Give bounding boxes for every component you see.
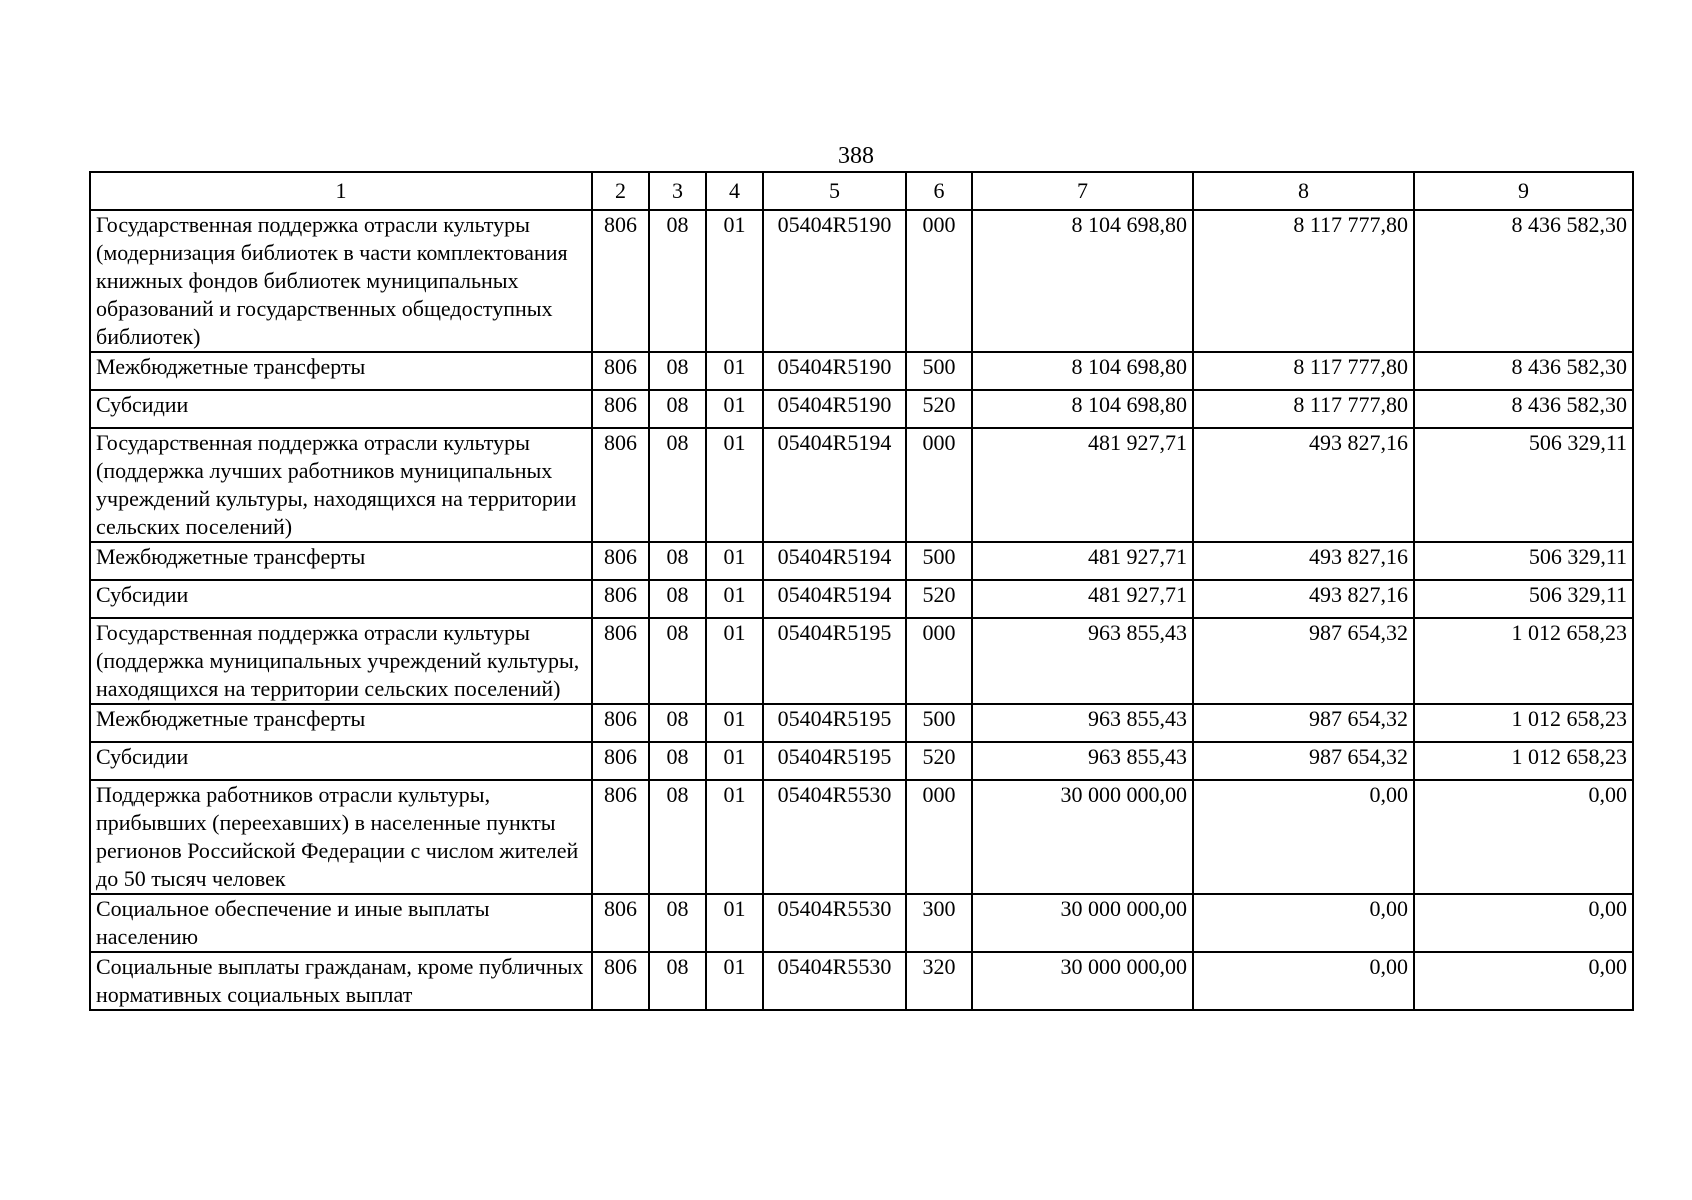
subsection-code: 01	[706, 352, 763, 390]
row-name: Социальные выплаты гражданам, кроме публичных нормативных социальных выплат	[90, 952, 592, 1010]
amount-col-8: 0,00	[1193, 952, 1414, 1010]
target-article-code: 05404R5530	[763, 780, 906, 894]
column-header: 7	[972, 172, 1193, 210]
amount-col-9: 8 436 582,30	[1414, 352, 1633, 390]
ved-code: 806	[592, 428, 649, 542]
expense-type-code: 320	[906, 952, 972, 1010]
section-code: 08	[649, 618, 706, 704]
target-article-code: 05404R5194	[763, 428, 906, 542]
subsection-code: 01	[706, 894, 763, 952]
section-code: 08	[649, 542, 706, 580]
amount-col-7: 963 855,43	[972, 704, 1193, 742]
subsection-code: 01	[706, 952, 763, 1010]
subsection-code: 01	[706, 542, 763, 580]
subsection-code: 01	[706, 390, 763, 428]
expense-type-code: 520	[906, 742, 972, 780]
amount-col-8: 0,00	[1193, 894, 1414, 952]
ved-code: 806	[592, 952, 649, 1010]
table-row	[90, 780, 1633, 894]
subsection-code: 01	[706, 780, 763, 894]
table-row	[90, 952, 1633, 1010]
row-name: Субсидии	[90, 742, 592, 780]
row-name: Государственная поддержка отрасли культуры (поддержка муниципальных учреждений культуры, находящихся на территории сельских поселений)	[90, 618, 592, 704]
row-name: Государственная поддержка отрасли культуры (поддержка лучших работников муниципальных учреждений культуры, находящихся на территории сельских поселений)	[90, 428, 592, 542]
section-code: 08	[649, 210, 706, 352]
amount-col-9: 8 436 582,30	[1414, 210, 1633, 352]
ved-code: 806	[592, 352, 649, 390]
amount-col-7: 8 104 698,80	[972, 390, 1193, 428]
budget-table	[89, 171, 1634, 1011]
expense-type-code: 500	[906, 704, 972, 742]
target-article-code: 05404R5190	[763, 390, 906, 428]
ved-code: 806	[592, 580, 649, 618]
amount-col-9: 0,00	[1414, 952, 1633, 1010]
amount-col-9: 0,00	[1414, 894, 1633, 952]
expense-type-code: 000	[906, 780, 972, 894]
subsection-code: 01	[706, 704, 763, 742]
subsection-code: 01	[706, 742, 763, 780]
table-header-row	[90, 172, 1633, 210]
column-header: 3	[649, 172, 706, 210]
amount-col-7: 8 104 698,80	[972, 210, 1193, 352]
amount-col-7: 8 104 698,80	[972, 352, 1193, 390]
target-article-code: 05404R5190	[763, 352, 906, 390]
section-code: 08	[649, 352, 706, 390]
row-name: Государственная поддержка отрасли культуры (модернизация библиотек в части комплектования книжных фондов библиотек муниципальных образований и государственных общедоступных библиотек)	[90, 210, 592, 352]
column-header: 6	[906, 172, 972, 210]
amount-col-8: 0,00	[1193, 780, 1414, 894]
subsection-code: 01	[706, 618, 763, 704]
expense-type-code: 520	[906, 580, 972, 618]
target-article-code: 05404R5190	[763, 210, 906, 352]
section-code: 08	[649, 780, 706, 894]
subsection-code: 01	[706, 580, 763, 618]
table-row	[90, 390, 1633, 428]
amount-col-8: 493 827,16	[1193, 542, 1414, 580]
table-row	[90, 352, 1633, 390]
expense-type-code: 520	[906, 390, 972, 428]
table-row	[90, 428, 1633, 542]
expense-type-code: 000	[906, 210, 972, 352]
amount-col-7: 481 927,71	[972, 428, 1193, 542]
ved-code: 806	[592, 390, 649, 428]
column-header: 5	[763, 172, 906, 210]
row-name: Социальное обеспечение и иные выплаты населению	[90, 894, 592, 952]
column-header: 2	[592, 172, 649, 210]
amount-col-8: 493 827,16	[1193, 428, 1414, 542]
amount-col-7: 481 927,71	[972, 580, 1193, 618]
row-name: Субсидии	[90, 580, 592, 618]
expense-type-code: 300	[906, 894, 972, 952]
table-row	[90, 210, 1633, 352]
amount-col-8: 987 654,32	[1193, 618, 1414, 704]
amount-col-8: 493 827,16	[1193, 580, 1414, 618]
subsection-code: 01	[706, 210, 763, 352]
target-article-code: 05404R5195	[763, 704, 906, 742]
expense-type-code: 000	[906, 428, 972, 542]
table-row	[90, 618, 1633, 704]
expense-type-code: 500	[906, 352, 972, 390]
column-header: 9	[1414, 172, 1633, 210]
amount-col-7: 481 927,71	[972, 542, 1193, 580]
table-row	[90, 542, 1633, 580]
column-header: 4	[706, 172, 763, 210]
amount-col-9: 506 329,11	[1414, 580, 1633, 618]
row-name: Межбюджетные трансферты	[90, 542, 592, 580]
ved-code: 806	[592, 780, 649, 894]
table-row	[90, 580, 1633, 618]
ved-code: 806	[592, 210, 649, 352]
section-code: 08	[649, 580, 706, 618]
amount-col-9: 506 329,11	[1414, 542, 1633, 580]
amount-col-9: 8 436 582,30	[1414, 390, 1633, 428]
section-code: 08	[649, 704, 706, 742]
table-row	[90, 704, 1633, 742]
target-article-code: 05404R5530	[763, 952, 906, 1010]
amount-col-7: 30 000 000,00	[972, 952, 1193, 1010]
amount-col-9: 506 329,11	[1414, 428, 1633, 542]
amount-col-8: 8 117 777,80	[1193, 210, 1414, 352]
table-row	[90, 742, 1633, 780]
row-name: Субсидии	[90, 390, 592, 428]
amount-col-8: 987 654,32	[1193, 704, 1414, 742]
ved-code: 806	[592, 894, 649, 952]
ved-code: 806	[592, 742, 649, 780]
amount-col-9: 1 012 658,23	[1414, 704, 1633, 742]
amount-col-7: 30 000 000,00	[972, 894, 1193, 952]
expense-type-code: 000	[906, 618, 972, 704]
expense-type-code: 500	[906, 542, 972, 580]
row-name: Межбюджетные трансферты	[90, 704, 592, 742]
target-article-code: 05404R5195	[763, 742, 906, 780]
ved-code: 806	[592, 618, 649, 704]
amount-col-8: 8 117 777,80	[1193, 352, 1414, 390]
target-article-code: 05404R5194	[763, 542, 906, 580]
row-name: Поддержка работников отрасли культуры, прибывших (переехавших) в населенные пункты регионов Российской Федерации с числом жителей до 50 тысяч человек	[90, 780, 592, 894]
section-code: 08	[649, 894, 706, 952]
table-row	[90, 894, 1633, 952]
column-header: 1	[90, 172, 592, 210]
subsection-code: 01	[706, 428, 763, 542]
amount-col-7: 30 000 000,00	[972, 780, 1193, 894]
amount-col-9: 0,00	[1414, 780, 1633, 894]
amount-col-9: 1 012 658,23	[1414, 742, 1633, 780]
amount-col-9: 1 012 658,23	[1414, 618, 1633, 704]
column-header: 8	[1193, 172, 1414, 210]
amount-col-8: 8 117 777,80	[1193, 390, 1414, 428]
section-code: 08	[649, 390, 706, 428]
amount-col-8: 987 654,32	[1193, 742, 1414, 780]
target-article-code: 05404R5530	[763, 894, 906, 952]
section-code: 08	[649, 952, 706, 1010]
amount-col-7: 963 855,43	[972, 618, 1193, 704]
ved-code: 806	[592, 704, 649, 742]
ved-code: 806	[592, 542, 649, 580]
target-article-code: 05404R5194	[763, 580, 906, 618]
page-number: 388	[838, 143, 874, 169]
amount-col-7: 963 855,43	[972, 742, 1193, 780]
section-code: 08	[649, 742, 706, 780]
row-name: Межбюджетные трансферты	[90, 352, 592, 390]
section-code: 08	[649, 428, 706, 542]
target-article-code: 05404R5195	[763, 618, 906, 704]
